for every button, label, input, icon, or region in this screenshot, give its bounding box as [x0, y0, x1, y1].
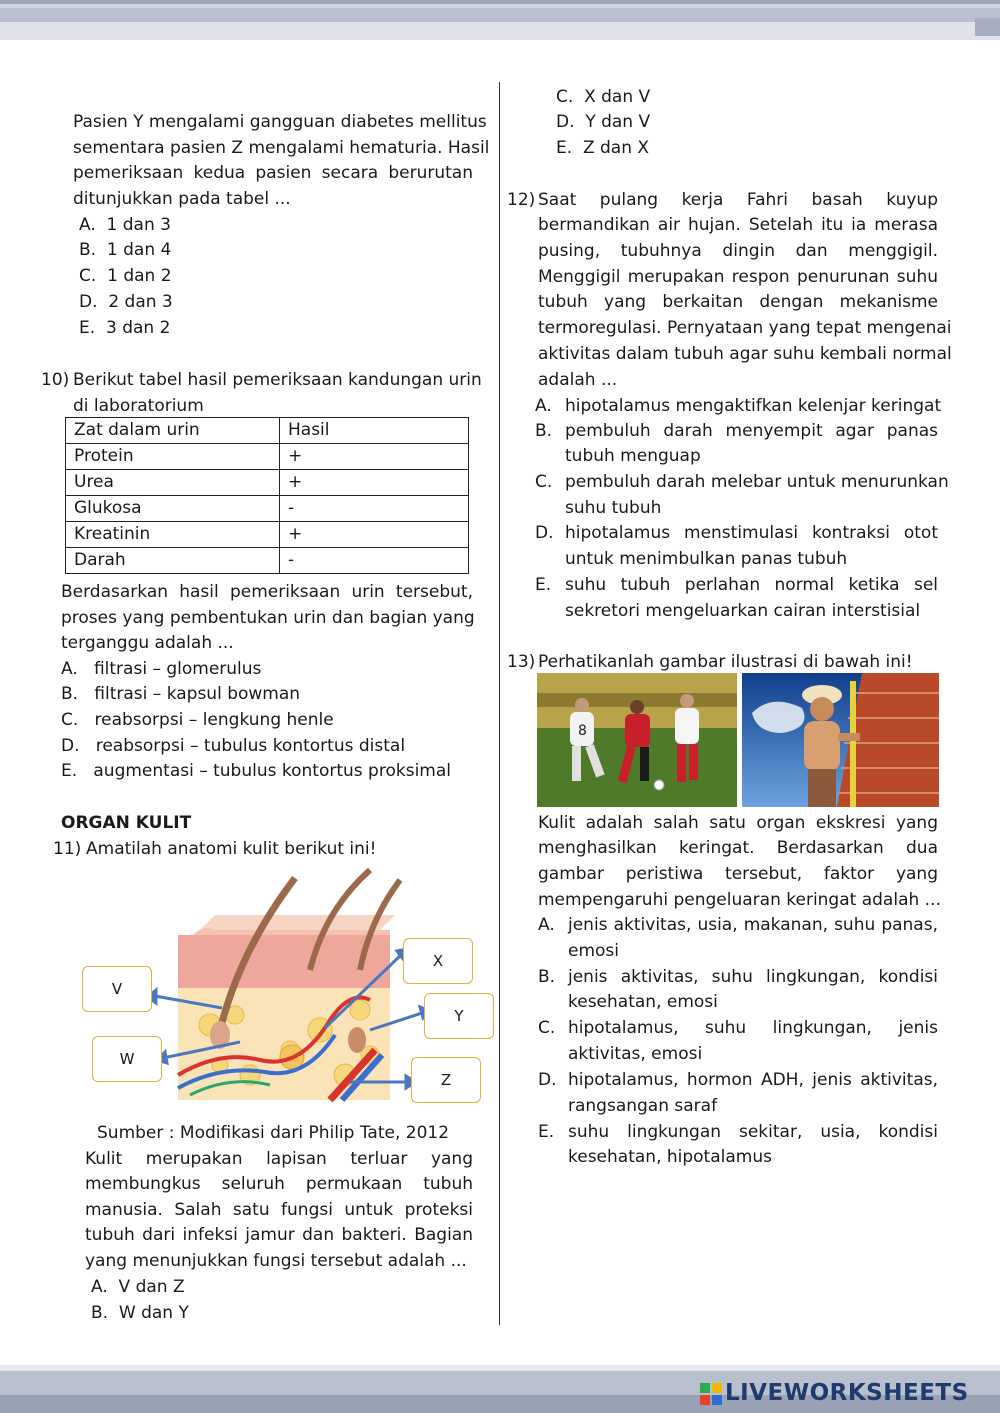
q13-option-a-text[interactable]: jenis aktivitas, usia, makanan, suhu panas,: [568, 915, 938, 935]
q9-intro-line: sementara pasien Z mengalami hematuria. Hasil: [73, 138, 490, 158]
table-header-cell: Zat dalam urin: [66, 418, 280, 444]
option-text: filtrasi – glomerulus: [93, 659, 262, 679]
option-text: 3 dan 2: [105, 318, 171, 338]
table-cell: -: [280, 548, 469, 574]
q13-question-line: menghasilkan keringat. Berdasarkan dua: [538, 838, 938, 858]
option-letter: A.: [61, 659, 78, 679]
q13-option-c-text[interactable]: hipotalamus, suhu lingkungan, jenis: [568, 1018, 938, 1038]
q13-number: 13): [507, 652, 536, 672]
table-cell: Glukosa: [66, 496, 280, 522]
option-text: Z dan X: [582, 138, 650, 158]
q12-stem-line: Menggigil merupakan respon penurunan suhu: [538, 267, 938, 287]
option-text: 1 dan 3: [106, 215, 171, 235]
q12-number: 12): [507, 190, 536, 210]
option-text: 1 dan 4: [106, 240, 172, 260]
option-letter: D.: [79, 292, 98, 312]
q12-stem-line: tubuh yang berkaitan dengan mekanisme: [538, 292, 938, 312]
q10-option-a[interactable]: [61, 656, 261, 682]
table-cell: Darah: [66, 548, 280, 574]
q13-question-line: gambar peristiwa tersebut, faktor yang: [538, 864, 938, 884]
q12-option-b-letter[interactable]: B.: [535, 421, 553, 441]
q13-question-line: mempengaruhi pengeluaran keringat adalah ...: [538, 890, 941, 910]
option-text: augmentasi – tubulus kontortus proksimal: [93, 761, 451, 781]
section-heading: ORGAN KULIT: [61, 813, 192, 833]
q13-option-c-text[interactable]: aktivitas, emosi: [568, 1044, 703, 1064]
q9-option-c[interactable]: [79, 263, 172, 289]
q10-number: 10): [41, 370, 70, 390]
q12-option-b-text[interactable]: pembuluh darah menyempit agar panas: [565, 421, 938, 441]
table-cell: Kreatinin: [66, 522, 280, 548]
table-cell: -: [280, 496, 469, 522]
q13-option-d-text[interactable]: rangsangan saraf: [568, 1096, 718, 1116]
header-band-tab: [975, 18, 1000, 36]
label-z: Z: [411, 1057, 481, 1103]
option-letter: B.: [79, 240, 97, 260]
option-letter: B.: [91, 1303, 109, 1323]
q11-option-e[interactable]: [556, 135, 649, 161]
q12-option-e-text[interactable]: suhu tubuh perlahan normal ketika sel: [565, 575, 938, 595]
q10-question-line: proses yang pembentukan urin dan bagian yang: [61, 608, 475, 628]
option-letter: D.: [556, 112, 575, 132]
option-letter: E.: [61, 761, 78, 781]
option-letter: C.: [79, 266, 97, 286]
logo-text: LIVEWORKSHEETS: [725, 1380, 969, 1406]
option-text: W dan Y: [118, 1303, 189, 1323]
q12-option-e-letter[interactable]: E.: [535, 575, 552, 595]
q12-stem-line: aktivitas dalam tubuh agar suhu kembali normal: [538, 344, 952, 364]
column-divider: [499, 82, 500, 1325]
q13-option-a-text[interactable]: emosi: [568, 941, 619, 961]
q13-option-c-letter[interactable]: C.: [538, 1018, 556, 1038]
q9-option-b[interactable]: [79, 237, 171, 263]
logo-grid-icon: [700, 1383, 722, 1405]
q11-question-line: tubuh dari infeksi jamur dan bakteri. Bagian: [85, 1225, 473, 1245]
option-text: filtrasi – kapsul bowman: [94, 684, 301, 704]
q12-stem-line: Saat pulang kerja Fahri basah kuyup: [538, 190, 938, 210]
q13-option-e-letter[interactable]: E.: [538, 1122, 555, 1142]
q11-number: 11): [53, 839, 82, 859]
q11-question-line: yang menunjukkan fungsi tersebut adalah ...: [85, 1251, 467, 1271]
table-cell: +: [280, 470, 469, 496]
q13-option-e-text[interactable]: kesehatan, hipotalamus: [568, 1147, 772, 1167]
q11-question-line: Kulit merupakan lapisan terluar yang: [85, 1149, 473, 1169]
q13-question-line: Kulit adalah salah satu organ ekskresi yang: [538, 813, 938, 833]
worker-photo: [742, 673, 939, 807]
q9-option-a[interactable]: [79, 212, 171, 238]
option-letter: E.: [79, 318, 96, 338]
table-cell: Protein: [66, 444, 280, 470]
q13-stem: Perhatikanlah gambar ilustrasi di bawah ini!: [538, 652, 913, 672]
table-cell: Urea: [66, 470, 280, 496]
q13-option-b-letter[interactable]: B.: [538, 967, 556, 987]
q12-stem-line: pusing, tubuhnya dingin dan menggigil.: [538, 241, 938, 261]
q11-option-d[interactable]: [556, 109, 650, 135]
option-letter: C.: [61, 710, 79, 730]
q10-question-line: terganggu adalah ...: [61, 633, 234, 653]
table-cell: +: [280, 522, 469, 548]
q13-option-a-letter[interactable]: A.: [538, 915, 555, 935]
q10-stem-line: di laboratorium: [73, 396, 204, 416]
label-v: V: [82, 966, 152, 1012]
q12-stem-line: termoregulasi. Pernyataan yang tepat mengenai: [538, 318, 952, 338]
q9-option-d[interactable]: [79, 289, 173, 315]
q12-option-c-letter[interactable]: C.: [535, 472, 553, 492]
option-text: 2 dan 3: [108, 292, 173, 312]
option-text: 1 dan 2: [107, 266, 172, 286]
q12-stem-line: bermandikan air hujan. Setelah itu ia merasa: [538, 215, 938, 235]
q9-intro-line: pemeriksaan kedua pasien secara berurutan: [73, 163, 473, 183]
option-letter: C.: [556, 87, 574, 107]
q10-option-d[interactable]: [61, 733, 405, 759]
label-w: W: [92, 1036, 162, 1082]
q12-option-d-text[interactable]: untuk menimbulkan panas tubuh: [565, 549, 848, 569]
option-letter: A.: [79, 215, 96, 235]
option-text: X dan V: [584, 87, 651, 107]
option-letter: E.: [556, 138, 573, 158]
option-text: Y dan V: [585, 112, 651, 132]
q11-option-a[interactable]: [91, 1274, 185, 1300]
q11-option-c[interactable]: [556, 84, 650, 110]
svg-text:8: 8: [578, 723, 587, 739]
q12-stem-line: adalah ...: [538, 370, 618, 390]
header-band: [0, 0, 1000, 40]
table-cell: +: [280, 444, 469, 470]
q13-option-e-text[interactable]: suhu lingkungan sekitar, usia, kondisi: [568, 1122, 938, 1142]
urine-results-table: [65, 417, 469, 574]
label-y: Y: [424, 993, 494, 1039]
q12-option-b-text[interactable]: tubuh menguap: [565, 446, 701, 466]
q10-stem-line: Berikut tabel hasil pemeriksaan kandungan urin: [73, 370, 482, 390]
q11-option-b[interactable]: [91, 1300, 189, 1326]
table-row: [66, 470, 469, 496]
liveworksheets-logo[interactable]: [700, 1378, 969, 1408]
option-text: reabsorpsi – lengkung henle: [94, 710, 334, 730]
table-header-cell: Hasil: [280, 418, 469, 444]
q9-intro-line: ditunjukkan pada tabel ...: [73, 189, 291, 209]
q9-option-e[interactable]: [79, 315, 170, 341]
table-row: [66, 522, 469, 548]
q10-option-e[interactable]: [61, 758, 451, 784]
q12-option-a-letter[interactable]: A.: [535, 396, 552, 416]
q9-intro-line: Pasien Y mengalami gangguan diabetes mellitus: [73, 112, 487, 132]
q10-option-c[interactable]: [61, 707, 334, 733]
q13-option-d-letter[interactable]: D.: [538, 1070, 557, 1090]
q13-option-d-text[interactable]: hipotalamus, hormon ADH, jenis aktivitas,: [568, 1070, 938, 1090]
q13-option-b-text[interactable]: kesehatan, emosi: [568, 992, 718, 1012]
table-row: [66, 444, 469, 470]
option-letter: A.: [91, 1277, 108, 1297]
table-header-row: [66, 418, 469, 444]
option-text: V dan Z: [118, 1277, 185, 1297]
q11-question-line: membungkus seluruh permukaan tubuh: [85, 1174, 473, 1194]
q12-option-a-text[interactable]: hipotalamus mengaktifkan kelenjar keringat: [565, 396, 942, 416]
q11-stem: Amatilah anatomi kulit berikut ini!: [86, 839, 377, 859]
q12-option-c-text[interactable]: suhu tubuh: [565, 498, 662, 518]
table-row: [66, 496, 469, 522]
soccer-photo: [537, 673, 737, 807]
q11-question-line: manusia. Salah satu fungsi untuk proteksi: [85, 1200, 473, 1220]
q10-option-b[interactable]: [61, 681, 300, 707]
q12-option-d-text[interactable]: hipotalamus menstimulasi kontraksi otot: [565, 523, 938, 543]
option-letter: B.: [61, 684, 79, 704]
q12-option-e-text[interactable]: sekretori mengeluarkan cairan interstisial: [565, 601, 921, 621]
label-x: X: [403, 938, 473, 984]
option-letter: D.: [61, 736, 80, 756]
q12-option-c-text[interactable]: pembuluh darah melebar untuk menurunkan: [565, 472, 949, 492]
q10-question-line: Berdasarkan hasil pemeriksaan urin tersebut,: [61, 582, 473, 602]
table-row: [66, 548, 469, 574]
image-source: Sumber : Modifikasi dari Philip Tate, 2012: [97, 1123, 450, 1143]
option-text: reabsorpsi – tubulus kontortus distal: [95, 736, 406, 756]
q13-option-b-text[interactable]: jenis aktivitas, suhu lingkungan, kondisi: [568, 967, 938, 987]
q12-option-d-letter[interactable]: D.: [535, 523, 554, 543]
